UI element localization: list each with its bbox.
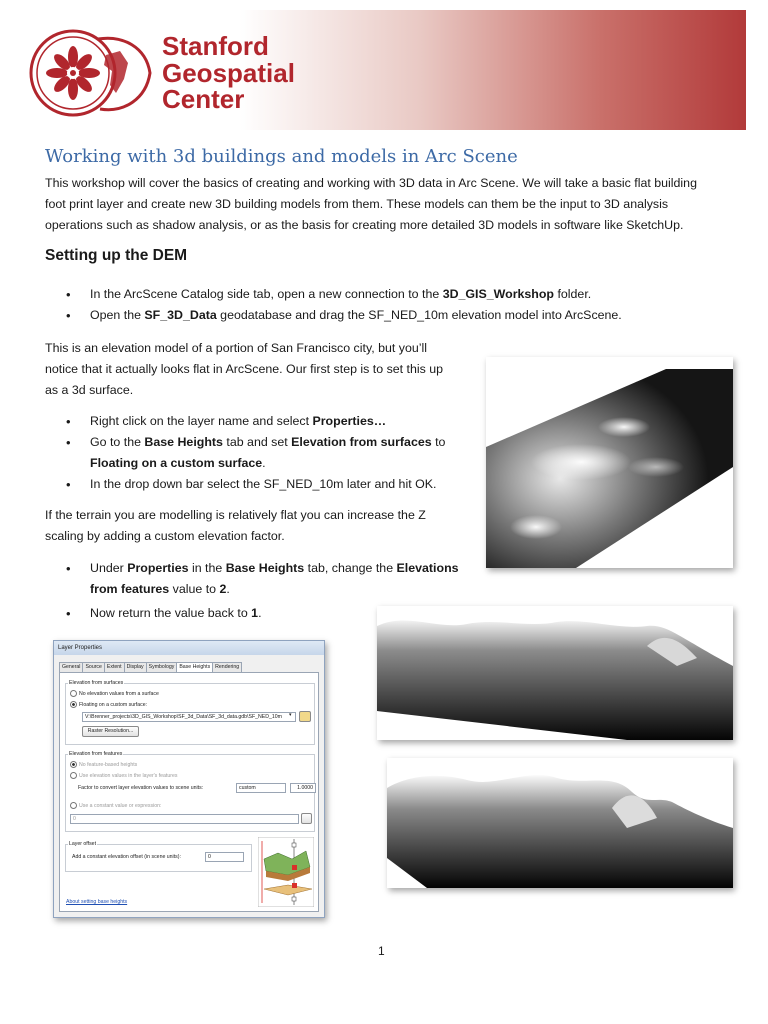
radio-floating-surface[interactable]: Floating on a custom surface: — [70, 701, 147, 708]
tab-display[interactable]: Display — [124, 662, 147, 673]
tab-symbology[interactable]: Symbology — [146, 662, 178, 673]
list-item: • Open the SF_3D_Data geodatabase and drag the SF_NED_10m elevation model into ArcScene. — [45, 305, 745, 326]
chevron-down-icon[interactable]: ▾ — [289, 712, 292, 718]
radio-use-feature-values[interactable]: Use elevation values in the layer's features — [70, 772, 177, 779]
dem-surface-image — [486, 357, 733, 568]
list-item: • Now return the value back to 1. — [45, 603, 475, 624]
terrain-render-elevated — [377, 606, 733, 740]
bullet-list-properties — [45, 411, 475, 495]
constant-value-input[interactable]: 0 — [70, 814, 299, 824]
help-link-base-heights[interactable]: About setting base heights — [66, 899, 128, 905]
layer-properties-dialog — [53, 640, 325, 918]
logo-line-1: Stanford — [162, 31, 269, 61]
paragraph-line: scaling by adding a custom elevation factor. — [45, 529, 285, 543]
browse-folder-icon[interactable] — [299, 711, 311, 722]
group-label-offset: Layer offset — [69, 841, 97, 847]
tab-general[interactable]: General — [59, 662, 83, 673]
logo-line-2: Geospatial — [162, 57, 295, 88]
intro-paragraph — [45, 173, 745, 236]
radio-selected-icon — [70, 701, 77, 708]
intro-line: foot print layer and create new 3D building models from them. These models can them be the input to 3D analysis — [45, 197, 669, 211]
radio-no-surface[interactable]: No elevation values from a surface — [70, 690, 159, 697]
paragraph-line: as a 3d surface. — [45, 383, 134, 397]
factor-unit-select[interactable]: custom — [236, 783, 286, 793]
radio-icon — [70, 690, 77, 697]
tab-base-heights[interactable]: Base Heights — [176, 662, 213, 673]
base-heights-panel — [59, 672, 319, 912]
bullet-list-setup — [45, 284, 745, 326]
radio-no-feature-heights[interactable]: No feature-based heights — [70, 761, 137, 768]
intro-line: This workshop will cover the basics of creating and working with 3D data in Arc Scene. We will take a basic flat building — [45, 176, 697, 190]
document-title: Working with 3d buildings and models in Arc Scene — [45, 146, 518, 167]
offset-label: Add a constant elevation offset (in scene units): — [72, 854, 181, 860]
list-item: • Right click on the layer name and select Properties… — [45, 411, 475, 432]
intro-line: operations such as shadow analysis, or as the basis for creating more detailed 3D models in software like SketchUp. — [45, 218, 684, 232]
factor-value-input[interactable]: 1.0000 — [290, 783, 316, 793]
dem-surface-render — [486, 357, 733, 568]
radio-selected-icon — [70, 761, 77, 768]
stanford-seal-logo — [28, 27, 156, 119]
terrain-elevated-image — [377, 606, 733, 740]
radio-constant-expression[interactable]: Use a constant value or expression: — [70, 802, 161, 809]
group-label-surfaces: Elevation from surfaces — [69, 680, 124, 686]
offset-value-input[interactable]: 0 — [205, 852, 244, 862]
list-item: • Go to the Base Heights tab and set Elevation from surfaces to Floating on a custom surface. — [45, 432, 475, 474]
tab-rendering[interactable]: Rendering — [212, 662, 242, 673]
expression-calculator-icon[interactable] — [301, 813, 312, 824]
paragraph-line: If the terrain you are modelling is relatively flat you can increase the Z — [45, 508, 426, 522]
list-item: • Under Properties in the Base Heights tab, change the Elevations from features value to 2. — [45, 558, 475, 600]
terrain-exaggerated-image — [387, 758, 733, 888]
raster-resolution-button[interactable]: Raster Resolution... — [82, 726, 139, 737]
paragraph-flat-dem — [45, 338, 475, 401]
radio-icon — [70, 772, 77, 779]
group-label-features: Elevation from features — [69, 751, 123, 757]
tab-extent[interactable]: Extent — [104, 662, 125, 673]
terrain-render-exaggerated — [387, 758, 733, 888]
list-item: • In the drop down bar select the SF_NED_10m later and hit OK. — [45, 474, 475, 495]
section-heading: Setting up the DEM — [45, 247, 188, 264]
paragraph-line: This is an elevation model of a portion of San Francisco city, but you’ll — [45, 341, 428, 355]
base-heights-diagram — [258, 837, 314, 907]
list-item: • In the ArcScene Catalog side tab, open a new connection to the 3D_GIS_Workshop folder. — [45, 284, 745, 305]
logo-line-3: Center — [162, 84, 245, 114]
dialog-title: Layer Properties — [54, 641, 324, 655]
radio-icon — [70, 802, 77, 809]
page-number: 1 — [378, 944, 385, 958]
paragraph-z-scaling — [45, 505, 475, 547]
tab-source[interactable]: Source — [82, 662, 104, 673]
surface-path-select[interactable]: V:\Brenner_projects\3D_GIS_Workshop\SF_3d_Data\SF_3d_data.gdb\SF_NED_10m — [82, 712, 296, 722]
paragraph-line: notice that it actually looks flat in ArcScene. Our first step is to set this up — [45, 362, 444, 376]
factor-label: Factor to convert layer elevation values to scene units: — [78, 785, 204, 791]
logo-wordmark — [162, 33, 295, 113]
